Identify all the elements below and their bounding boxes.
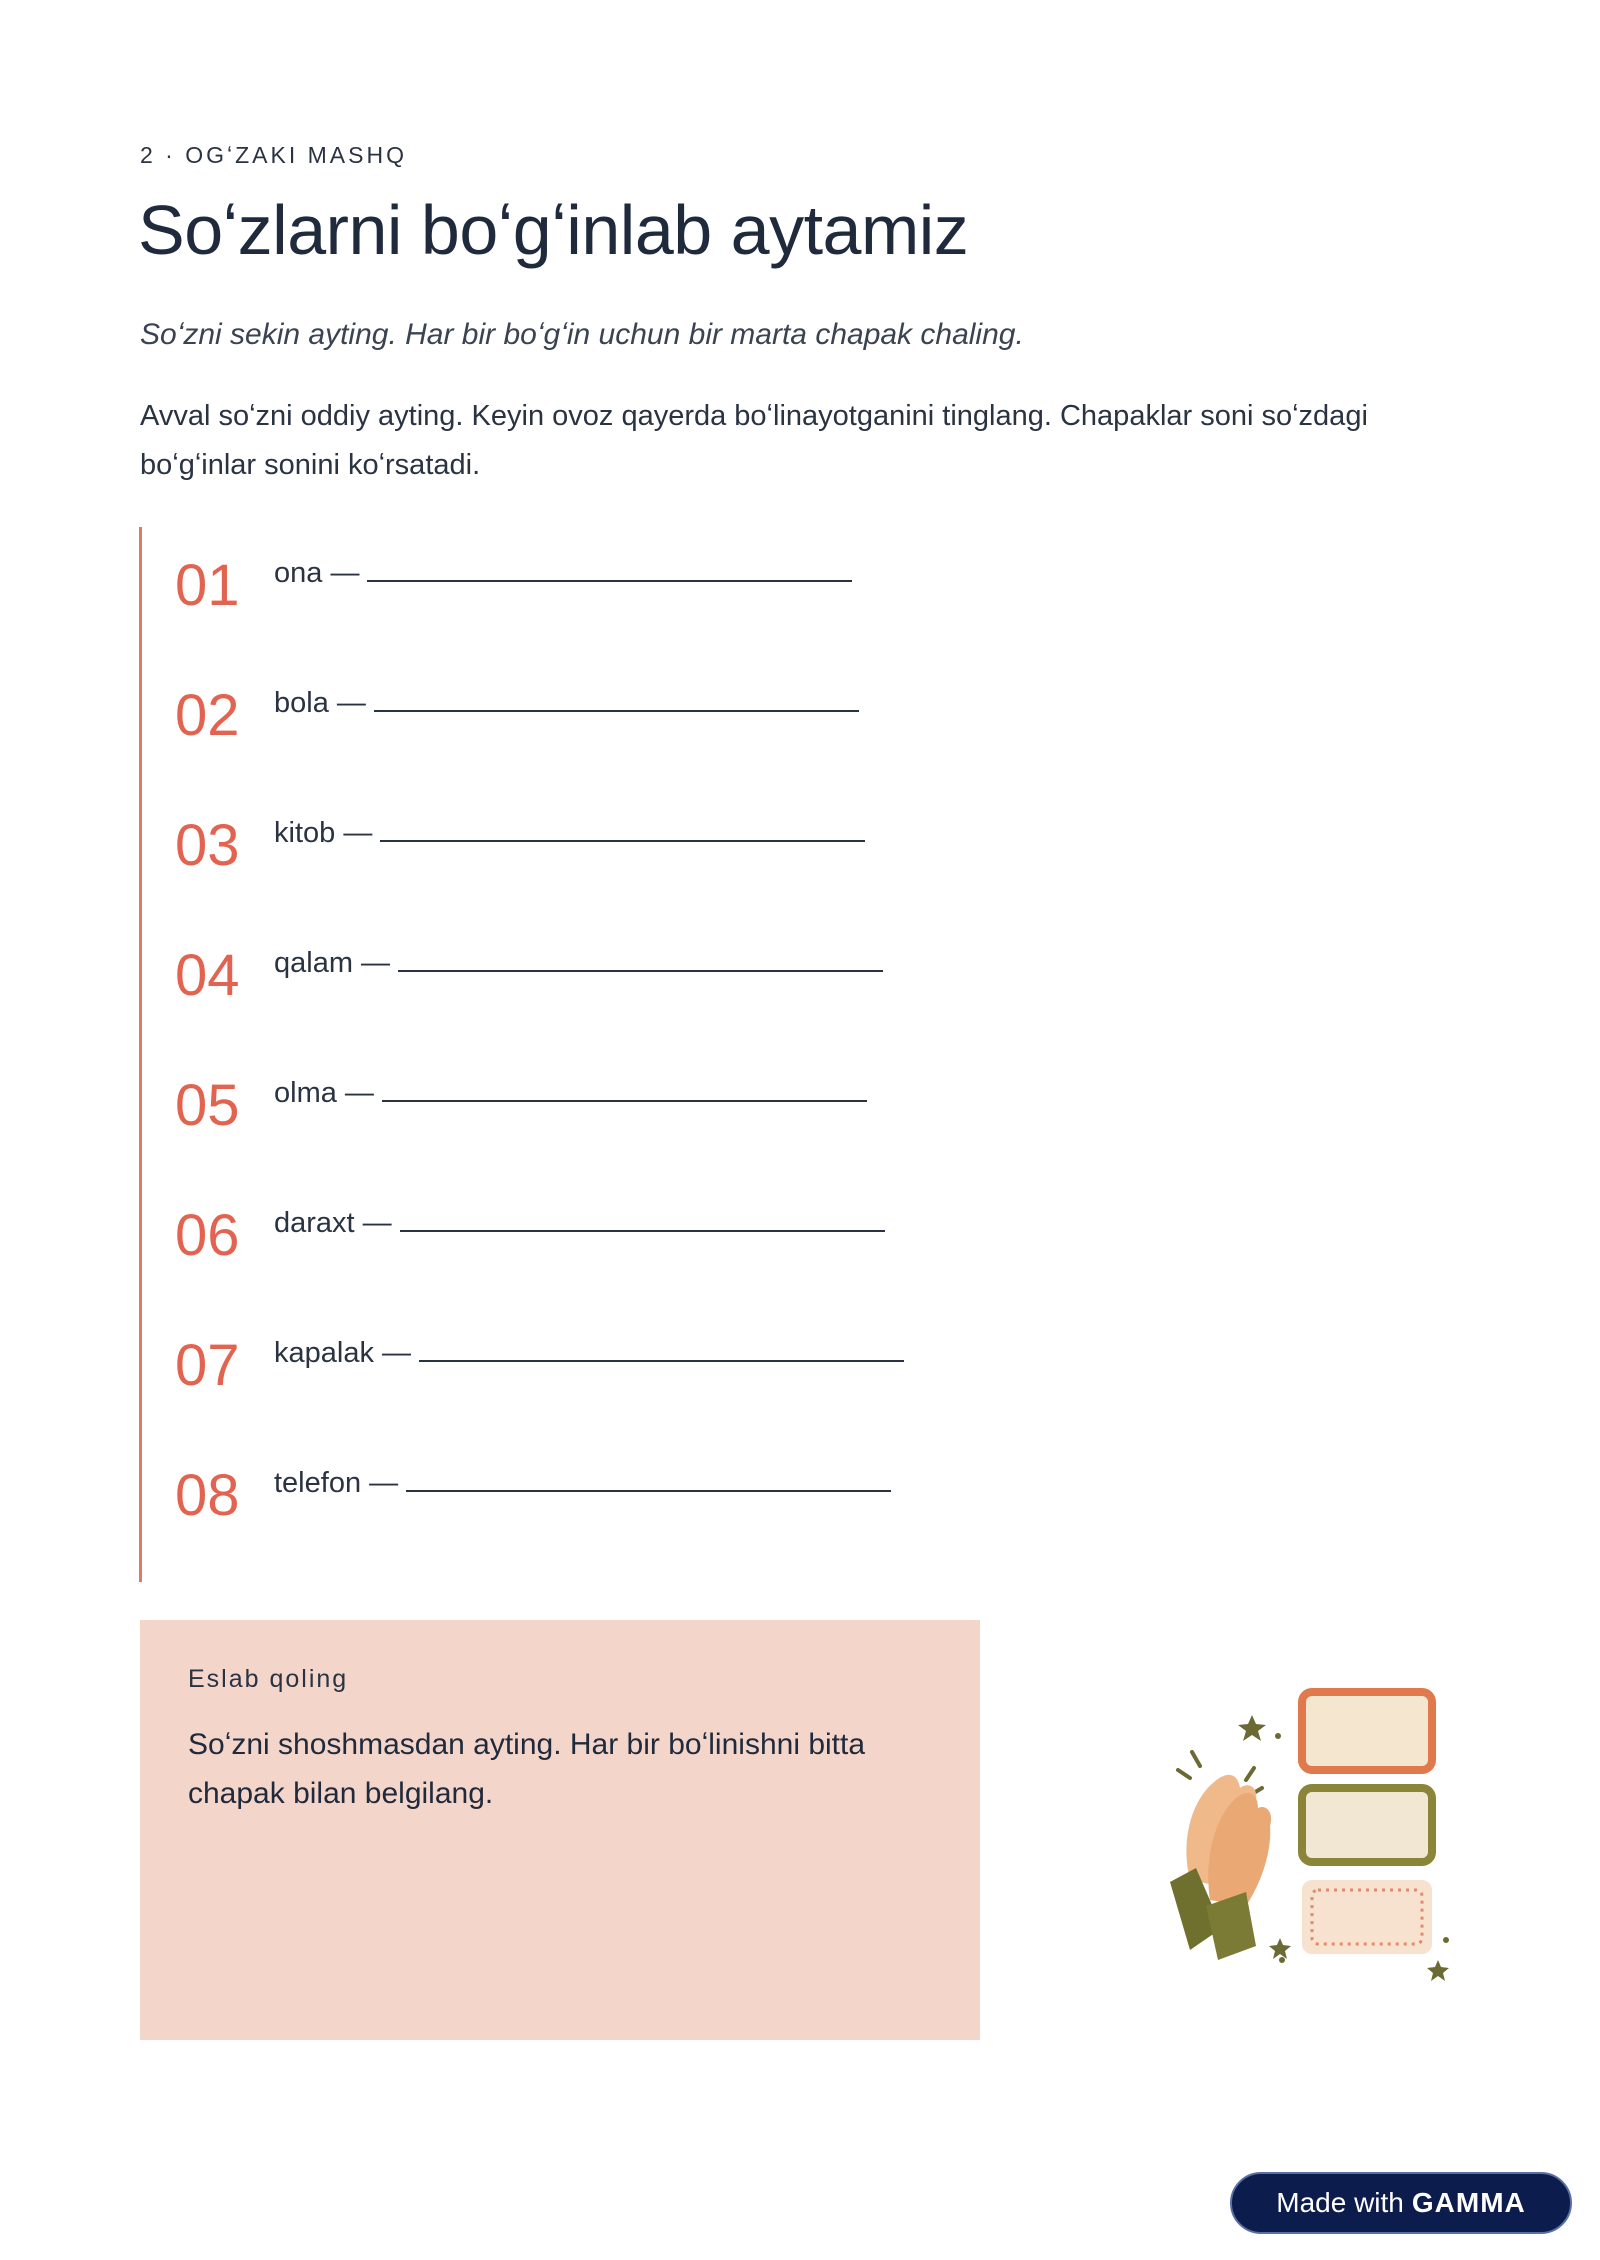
callout-text: Soʻzni shoshmasdan ayting. Har bir boʻlinishni bitta chapak bilan belgilang. (188, 1728, 866, 1810)
answer-blank[interactable] (380, 818, 865, 842)
gamma-logo: GAMMA (1411, 2187, 1526, 2218)
exercise-item (142, 1047, 1042, 1167)
exercise-item (142, 917, 1042, 1037)
item-word: ona — (274, 557, 360, 589)
item-word: olma — (274, 1077, 374, 1109)
item-number: 07 (175, 1333, 240, 1398)
item-number: 02 (175, 683, 240, 748)
item-word: kitob — (274, 817, 373, 849)
item-word-line (274, 947, 883, 980)
item-word: qalam — (274, 947, 391, 979)
item-number: 05 (175, 1073, 240, 1138)
section-eyebrow: 2 · OGʻZAKI MASHQ (140, 142, 407, 168)
intro-paragraph: Avval soʻzni oddiy ayting. Keyin ovoz qayerda boʻlinayotganini tinglang. Chapaklar soni soʻzdagi boʻgʻinlar sonini koʻrsatadi. (140, 400, 1368, 481)
item-number: 03 (175, 813, 240, 878)
clapping-hands-with-cards-icon (1130, 1670, 1475, 1990)
reminder-callout (140, 1620, 980, 2040)
item-word-line (274, 1467, 891, 1500)
badge-prefix: Made with (1276, 2187, 1404, 2218)
item-number: 06 (175, 1203, 240, 1268)
answer-blank[interactable] (400, 1208, 885, 1232)
item-word: bola — (274, 687, 366, 719)
page-title: Soʻzlarni boʻgʻinlab aytamiz (138, 191, 969, 269)
answer-blank[interactable] (374, 688, 859, 712)
item-word: kapalak — (274, 1337, 412, 1369)
item-number: 01 (175, 553, 240, 618)
answer-blank[interactable] (419, 1338, 904, 1362)
item-word-line (274, 687, 859, 720)
answer-blank[interactable] (382, 1078, 867, 1102)
exercise-item (142, 1177, 1042, 1297)
item-number: 04 (175, 943, 240, 1008)
item-word: daraxt — (274, 1207, 392, 1239)
answer-blank[interactable] (367, 558, 852, 582)
answer-blank[interactable] (398, 948, 883, 972)
item-word-line (274, 1207, 885, 1240)
answer-blank[interactable] (406, 1468, 891, 1492)
item-number: 08 (175, 1463, 240, 1528)
item-word-line (274, 1337, 904, 1370)
exercise-item (142, 787, 1042, 907)
item-word: telefon — (274, 1467, 399, 1499)
exercise-item (142, 527, 1042, 647)
exercise-item (142, 1437, 1042, 1557)
exercise-item (142, 1307, 1042, 1427)
exercise-list (139, 527, 1142, 1582)
item-word-line (274, 1077, 867, 1110)
made-with-gamma-badge[interactable] (1230, 2172, 1572, 2234)
item-word-line (274, 817, 865, 850)
exercise-item (142, 657, 1042, 777)
item-word-line (274, 557, 852, 590)
callout-label: Eslab qoling (188, 1665, 349, 1693)
page-subtitle: Soʻzni sekin ayting. Har bir boʻgʻin uchun bir marta chapak chaling. (140, 318, 1024, 351)
